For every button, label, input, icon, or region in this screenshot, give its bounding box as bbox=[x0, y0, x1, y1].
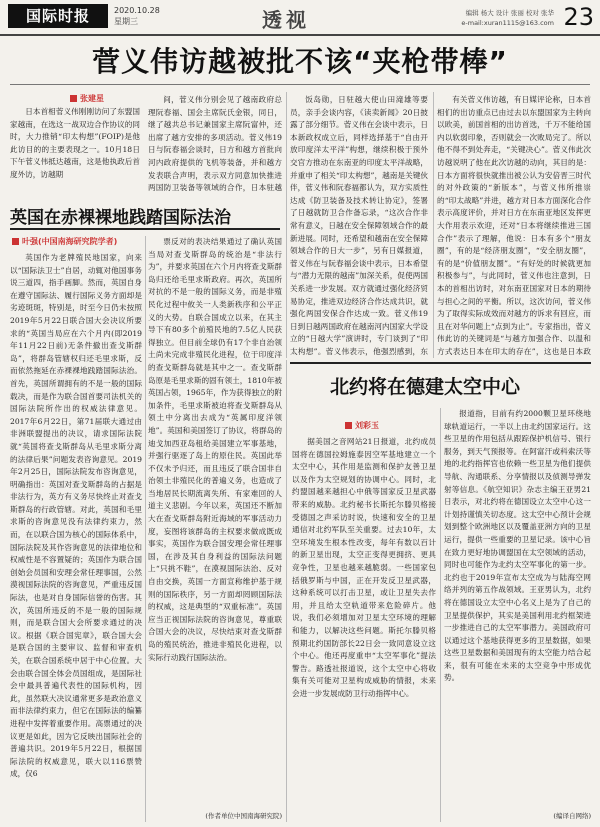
article3-headline: 北约将在德建太空中心 bbox=[330, 376, 521, 398]
column-divider bbox=[286, 92, 287, 358]
article2-column-2 bbox=[148, 236, 282, 808]
article1-text-1: 日本首相菅义伟刚刚访问了东盟国家越南，在选这一战双边合作协议的同时，大力推销“印太构想”(FOIP)是他此访目的的主要表现之一。10月18日下午菅义伟抵达越南，这是他执政后首度外访，访越期 bbox=[10, 107, 140, 179]
divider bbox=[10, 228, 280, 230]
date-text: 2020.10.28 bbox=[114, 6, 160, 15]
article1-text-4: 有关菅义伟访越，有日媒评论称，日本首相们的出访重点已由过去以东盟国家为主转向以欧美，前国首相的出访首选，千万不能给国内以软弱印象，否则就会一次败局完了。所以他不得不到处奔走，“关键决心”。菅义伟此次访越说明了他在此次访越的动向，其目的是：日本方面将很快就推出被公认为安倍晋三时代的对外政策的“新版本”，与菅义伟所推崇的“印太战略”并进，越方对日本方面深化合作表示高度评价，并对日方在东南亚地区发挥更大作用表示欢迎，还对“日本将继续推进三国合作”表示了理解，他说：日本有多个“朋友圈”，有的是“经济朋友圈”，“安全朋友圈”，有的是“价值朋友圈”。“有好处的时候就更加积极参与”，与此同时，菅义伟也注意到，日本的首相出访时，对东南亚国家对日本的期待与担心之间的平衡。所以，这次访问，菅义伟为了取得实际成效而对越方的诉求有回应，而且在对华问题上“点到为止”。专家指出，菅义伟此访的关键词是“与越方加强合作、以温和方式表达日本在印太的存在”，这也是日本政 bbox=[437, 95, 591, 356]
article1-text-2: 间，菅义伟分别会见了越南政府总理阮春福、国会主席阮氏金银，同日，继了越共总书记兼国家主席阮富仲，还出席了越方安排的多项活动。菅义伟19日与阮春福会谈时，日方和越方首批向河内政府提供的飞机等装备，并和越方发表联合声明，表示双方同意加快推进两国防卫装备等领域的合作，日本驻越 bbox=[148, 95, 282, 193]
weekday-text: 星期三 bbox=[114, 17, 138, 26]
article2-text-1: 英国作为老牌殖民地国家，向来以“国际法卫士”自居，动辄对他国事务说三道四，指手画脚。然而，英国自身在遵守国际法、履行国际义务方面却是劣迹斑斑，特别是，时至今日仍未按照2019年5月22日联合国大会决议所要求的“英国当局应在六个月内(即2019年11月22日前)无条件撤出查戈斯群岛”，将群岛管辖权归还毛里求斯，反而依然拖延在赤裸裸地践踏国际法治。首先，英国所谓拥有的不是一般的国际载决，而是作为联合国首要司法机关的国际法院所作出的权威法律意见。2017年6月22日，第71届联大通过由非洲联盟提出的决议，请求国际法院就“英国将查戈斯群岛从毛里求斯分离的法律后果”问题发表咨询意见。2019年2月25日，国际法院发布咨询意见，明确指出：英国对查戈斯群岛的占据是非法行为，英方有义务尽快终止对查戈斯群岛的行政管辖。对此，英国和毛里求斯的咨询意见没有法律约束力，然而，在以联合国为核心的国际体系中，国际法院及其作咨询意见的法律地位和权威性是不容置疑的；英国作为联合国创始会员国和安理会常任理事国，公然漠视国际法院的咨询意见，严重违反国际法，也是对自身国际信誉的伤害。其次，英国所违反的不是一般的国际规则，而是联合国大会所要求通过的决议。根据《联合国宪章》，联合国大会是联合国的主要审议、监督和审查机关，在联合国系统中居于中心位置。大会由联合国全体会员国组成，是国际社会中最具普遍代表性的国际机构，因此，虽然联大决议通常更多是政治意义而非法律约束力，但它在国际法的编纂进程中发挥着重要作用。高票通过的决议更是如此，因为它反映出国际社会的普遍共识。2019年5月22日，根据国际法院的权威意见，联大以116票赞成，仅6 bbox=[10, 253, 142, 779]
masthead bbox=[0, 0, 600, 36]
column-divider bbox=[433, 92, 434, 358]
article2-end-note: (作者单位中国南海研究院) bbox=[205, 812, 282, 820]
article1-column-4 bbox=[437, 94, 591, 356]
article2-headline: 英国在赤裸裸地践踏国际法治 bbox=[10, 208, 231, 228]
article3-text-1: 据美国之音网站21日报道，北约成员国将在德国拉姆施泰因空军基地建立一个太空中心，其作用是监测和保护友善卫星以及作为太空规划的协调中心。同时，北约盟国越来越担心中俄等国家反卫星武器带来的威胁。北约秘书长斯托尔滕贝格接受德国之声采访时说，快速和安全的卫星通信对北约军队至关重要。过去10年，太空环境发生根本性改变，每年有数以百计的新卫星出现，太空正变得更拥挤、更具竞争性，卫星也越来越脆弱。一些国家包括俄罗斯与中国，正在开发反卫星武器，这种系统可以打击卫星，或让卫星失去作用，并且给太空轨道带来危险碎片。他说，我们必须增加对卫星太空环境的理解和能力，以解决这些问题。斯托尔滕贝格预期北约国防部长22日会一致同意设立这个中心。他还再度重申“太空军事化”提法警告。路透社报道说，这个太空中心将收集有关可能对卫星构成威胁的情报，未来会进一步发展成防卫行动指挥中心。 bbox=[292, 437, 436, 698]
article3-column-1 bbox=[292, 436, 436, 820]
article1-author: 张建星 bbox=[80, 94, 104, 103]
article1-column-1 bbox=[10, 106, 140, 194]
newspaper-logo: 国际时报 bbox=[8, 4, 108, 28]
column-divider bbox=[286, 360, 287, 822]
credits-line: 编辑 杨大 设计 张丽 校对 张华 bbox=[465, 9, 554, 17]
article2-byline bbox=[12, 236, 117, 247]
editor-credits bbox=[461, 8, 554, 28]
article3-text-2: 报道指，目前有约2000颗卫星环绕地球轨道运行，一半以上由北约国家运行。这些卫星的作用包括从跟踪保护机信号、银行服务，到天气预报等。在阿富汗或科索沃等地的北约指挥官也依赖一些卫星为他们提供导航、沟通联系、分享情报以及侦测导弹发射等信息。《航空知识》杂志主编王亚男21日表示，对北约将在德国设立太空中心这一计划持谨慎关切态度。这太空中心预计会规划到整个欧洲地区以及覆盖亚洲方向的卫星运行，提供一些重要的卫星记录。该中心旨在致力更好地协调盟国在太空领域的活动，同时也可能作为北约太空军事化的第一步。北约也于2019年宣布太空成为与陆海空网络并列的第五作战领域。王亚男认为，北约将在德国设立太空中心名义上是为了自己的卫星提供保护，其实是美国利用北约框架进一步推进自己的太空军事潜力。美国政府可以通过这个基地获得更多的卫星数据，如果这些卫星数据和美国现有的太空能力结合起来，很有可能在未来的太空竞争中形成优势。 bbox=[444, 409, 591, 683]
article1-byline bbox=[70, 93, 104, 104]
article2-text-2: 票反对的表决结果通过了确认英国当局对查戈斯群岛的统治是“非法行为”，并要求英国在六个月内将查戈斯群岛归还给毛里求斯政府。再次，英国所对抗的不是一般的国际义务，而是非殖民化过程中攸关一人类新秩序和公平正义的大势。自联合国成立以来，在其主导下有80多个前殖民地的7.5亿人民获得独立。但目前全球仍有17个非自治领土尚未完成非殖民化进程，位于印度洋的查戈斯群岛就是其中之一。查戈斯群岛原是毛里求斯的固有领土，1810年被英国占领，1965年，作为获得独立的附加条件，毛里求斯被迫将查戈斯群岛从领土中分离出去成为“英属印度洋领地”。英国和美国签订了协议，将群岛的迪戈加西亚岛租给美国建立军事基地，并强行驱逐了岛上的原住民。英国此举不仅未予归还，而且违反了联合国非自治领土非殖民化的普遍义务，也造成了当地居民长期流离失所、有家难回的人道主义悲剧。今年以来，英国还不断加大在查戈斯群岛附近海域的军事活动力度，妄图将该群岛的主权要求做成既成事实，英国作为联合国安理会常任理事国，在涉及其自身利益的国际法问题上“只挑不鞋”，在漠视国际法治、反对自由交换，英国一方面宣称维护基于规则的国际秩序，另一方面却罔顾国际法的权威，这是典型的“双重标准”。英国应当正视国际法院的咨询意见，尊重联合国大会的决议，尽快结束对查戈斯群岛的殖民统治，推进非殖民化进程，以实际行动践行国际法治。 bbox=[148, 237, 282, 662]
column-divider bbox=[145, 236, 146, 822]
article2-column-1 bbox=[10, 252, 142, 820]
column-divider bbox=[440, 408, 441, 822]
byline-square-icon bbox=[12, 238, 19, 245]
article1-column-2 bbox=[148, 94, 282, 194]
issue-date bbox=[114, 5, 160, 27]
article3-end-note: (编译自网络) bbox=[553, 812, 591, 820]
section-title: 透视 bbox=[262, 8, 310, 32]
page-number: 23 bbox=[563, 3, 594, 31]
article3-byline bbox=[345, 420, 379, 431]
article1-column-3 bbox=[290, 94, 428, 356]
article2-author: 叶强(中国南海研究院学者) bbox=[22, 237, 118, 246]
byline-square-icon bbox=[70, 95, 77, 102]
divider bbox=[290, 362, 591, 364]
article1-text-3: 饭岛勋，日驻越大使山田滝雄等要员，亲手会谈内容，《读卖新闻》20日披露了部分细节。菅义伟在会谈中表示，日本新政权成立后，同样选择基于“自由开放印度洋太平洋”构想，继续积极于预外交官方推动在东南亚的印度太平洋战略，并重申了相关“印太构想”，越南是关键伙伴，菅义伟和阮春福都认为，双方实质性达成《防卫装备及技术转让协定》，签署了日越就防卫合作备忘录，“这次合作非常有意义，日越在安全保障领域合作的最新进展。同时，还希望和越南在安全保障领域合作的日大一步”，另有日媒报道，菅义伟在与阮春福会谈中表示，日本希望与“潜力无限的越南”加深关系，促使两国关系进一步发展。双方就通过强化经济贸易协定，推进双边经济合作达成共识，就强化两国安保合作达成一致。菅义伟19日到日越两国政府在越南河内国家大学设立的“日越大学”演讲时，专门谈到了“印太构想”。菅义伟表示，他强烈感到，东 bbox=[290, 95, 428, 356]
credits-email: e-mail:xuran1115@163.com bbox=[461, 19, 554, 27]
article1-headline: 菅义伟访越被批不该“夹枪带棒” bbox=[92, 45, 508, 78]
divider bbox=[10, 84, 590, 85]
article3-column-2 bbox=[444, 408, 591, 808]
article3-author: 刘彩玉 bbox=[355, 421, 379, 430]
byline-square-icon bbox=[345, 422, 352, 429]
